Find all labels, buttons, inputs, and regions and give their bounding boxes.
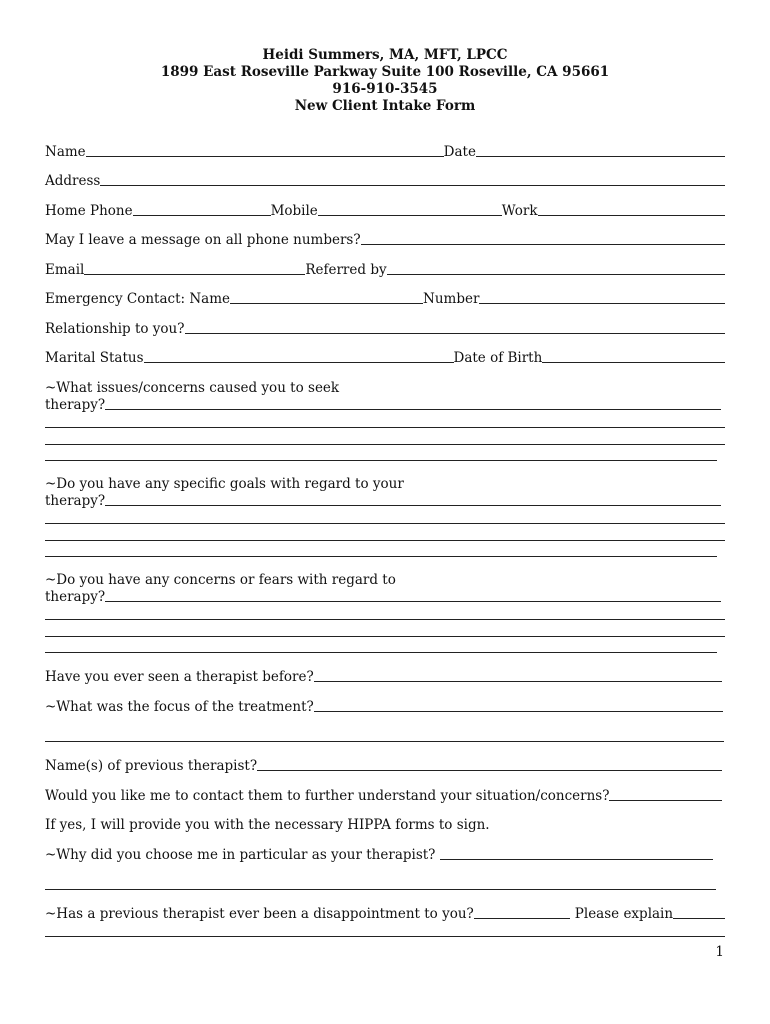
focus-answer-line[interactable] xyxy=(45,741,724,742)
leave-message-field[interactable] xyxy=(361,244,725,245)
number-label: Number xyxy=(423,291,480,307)
goals-answer-field[interactable] xyxy=(105,505,721,506)
goals-answer-line[interactable] xyxy=(45,540,725,541)
why-me-field[interactable] xyxy=(440,859,713,860)
fears-therapy-label: therapy? xyxy=(45,589,106,605)
why-me-answer-line[interactable] xyxy=(45,889,716,890)
previous-therapist-field[interactable] xyxy=(257,770,722,771)
relationship-row xyxy=(45,319,725,337)
address-row xyxy=(45,171,725,189)
dob-label: Date of Birth xyxy=(453,350,543,366)
seen-therapist-field[interactable] xyxy=(314,681,722,682)
contact-them-label: Would you like me to contact them to further understand your situation/concerns? xyxy=(45,788,610,804)
referred-by-field[interactable] xyxy=(387,274,725,275)
email-row xyxy=(45,260,725,278)
fears-answer-line[interactable] xyxy=(45,619,725,620)
fears-question-line2 xyxy=(45,587,721,605)
issues-answer-line[interactable] xyxy=(45,444,725,445)
address-field[interactable] xyxy=(100,185,725,186)
email-label: Email xyxy=(45,262,85,278)
dob-field[interactable] xyxy=(542,362,725,363)
form-title: New Client Intake Form xyxy=(294,98,476,114)
leave-message-row xyxy=(45,230,725,248)
emergency-contact-field[interactable] xyxy=(230,303,423,304)
disappointment-row xyxy=(45,904,725,922)
issues-question-line2 xyxy=(45,395,721,413)
contact-them-row xyxy=(45,786,722,804)
fears-question-text: ~Do you have any concerns or fears with regard to xyxy=(45,572,396,588)
issues-therapy-label: therapy? xyxy=(45,397,106,413)
date-label: Date xyxy=(443,144,476,160)
contact-them-field[interactable] xyxy=(609,800,722,801)
why-me-label: ~Why did you choose me in particular as your therapist? xyxy=(45,847,436,863)
relationship-field[interactable] xyxy=(185,333,726,334)
home-phone-label: Home Phone xyxy=(45,203,133,219)
hippa-row xyxy=(45,815,725,833)
previous-therapist-row xyxy=(45,756,722,774)
phones-row xyxy=(45,201,725,219)
issues-answer-line[interactable] xyxy=(45,427,725,428)
address-label: Address xyxy=(45,173,101,189)
leave-message-label: May I leave a message on all phone numbers? xyxy=(45,232,361,248)
focus-field[interactable] xyxy=(314,711,723,712)
fears-question-line1 xyxy=(45,570,725,588)
seen-therapist-label: Have you ever seen a therapist before? xyxy=(45,669,314,685)
referred-by-label: Referred by xyxy=(305,262,387,278)
please-explain-label: Please explain xyxy=(574,906,674,922)
mobile-field[interactable] xyxy=(318,215,502,216)
email-field[interactable] xyxy=(84,274,305,275)
work-label: Work xyxy=(501,203,538,219)
please-explain-field[interactable] xyxy=(673,918,725,919)
marital-status-field[interactable] xyxy=(144,362,454,363)
emergency-contact-label: Emergency Contact: Name xyxy=(45,291,231,307)
goals-question-line1 xyxy=(45,474,725,492)
work-field[interactable] xyxy=(538,215,725,216)
issues-question-line1 xyxy=(45,378,725,396)
focus-label: ~What was the focus of the treatment? xyxy=(45,699,314,715)
fears-answer-line[interactable] xyxy=(45,636,725,637)
fears-answer-field[interactable] xyxy=(105,601,721,602)
relationship-label: Relationship to you? xyxy=(45,321,185,337)
issues-answer-line[interactable] xyxy=(45,460,717,461)
hippa-note: If yes, I will provide you with the necessary HIPPA forms to sign. xyxy=(45,817,490,833)
fears-answer-line[interactable] xyxy=(45,652,717,653)
seen-therapist-row xyxy=(45,667,722,685)
disappointment-answer-line[interactable] xyxy=(45,936,725,937)
goals-answer-line[interactable] xyxy=(45,556,717,557)
mobile-label: Mobile xyxy=(270,203,318,219)
emergency-contact-row xyxy=(45,289,725,307)
issues-answer-field[interactable] xyxy=(105,409,721,410)
disappointment-label: ~Has a previous therapist ever been a disappointment to you? xyxy=(45,906,474,922)
marital-row xyxy=(45,348,725,366)
disappointment-field[interactable] xyxy=(474,918,570,919)
previous-therapist-label: Name(s) of previous therapist? xyxy=(45,758,258,774)
office-phone: 916-910-3545 xyxy=(332,81,438,97)
page-number: 1 xyxy=(715,944,724,960)
office-address: 1899 East Roseville Parkway Suite 100 Roseville, CA 95661 xyxy=(160,64,610,80)
goals-question-text: ~Do you have any specific goals with regard to your xyxy=(45,476,404,492)
focus-row xyxy=(45,697,723,715)
name-label: Name xyxy=(45,144,86,160)
home-phone-field[interactable] xyxy=(133,215,271,216)
goals-therapy-label: therapy? xyxy=(45,493,106,509)
name-field[interactable] xyxy=(86,156,444,157)
issues-question-text: ~What issues/concerns caused you to seek xyxy=(45,380,340,396)
marital-status-label: Marital Status xyxy=(45,350,144,366)
name-date-row xyxy=(45,142,725,160)
goals-question-line2 xyxy=(45,491,721,509)
date-field[interactable] xyxy=(476,156,725,157)
number-field[interactable] xyxy=(479,303,725,304)
why-me-row xyxy=(45,845,713,863)
goals-answer-line[interactable] xyxy=(45,523,725,524)
therapist-name: Heidi Summers, MA, MFT, LPCC xyxy=(262,47,508,63)
